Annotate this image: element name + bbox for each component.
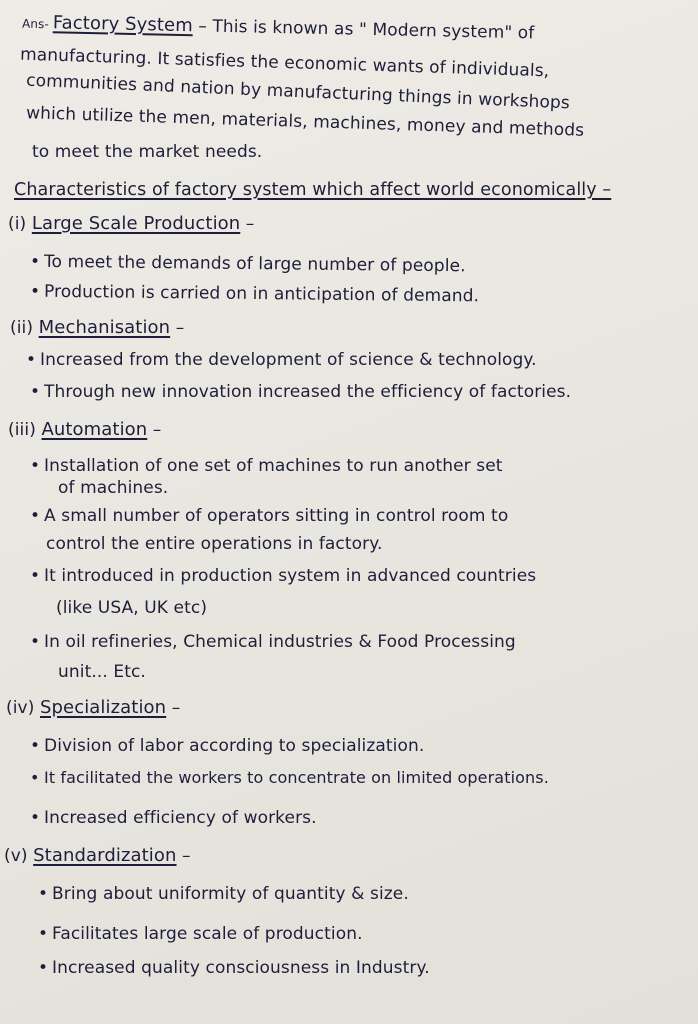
list-item [38, 924, 363, 944]
intro-line-4: which utilize the men, materials, machines, money and methods [25, 103, 585, 141]
section-title: Mechanisation [38, 317, 171, 338]
list-item [30, 506, 508, 526]
section-heading [4, 846, 191, 866]
list-item [30, 282, 479, 307]
list-item-text: Through new innovation increased the efficiency of factories. [44, 382, 572, 402]
list-item-text: Division of labor according to specialization. [44, 736, 425, 756]
bullet-icon: • [38, 924, 49, 944]
bullet-icon: • [30, 506, 41, 526]
list-item [30, 566, 536, 586]
list-item-text: Increased from the development of science & technology. [40, 350, 537, 370]
list-item [30, 456, 503, 476]
intro-line-5: to meet the market needs. [32, 142, 263, 162]
list-item-text: To meet the demands of large number of people. [43, 251, 466, 277]
main-heading: Characteristics of factory system which affect world economically – [14, 180, 612, 200]
section-suffix: – [170, 318, 185, 338]
list-item [26, 350, 537, 370]
list-item-text: Increased efficiency of workers. [44, 808, 317, 828]
intro-line-3: communities and nation by manufacturing things in workshops [25, 70, 571, 114]
list-item [30, 736, 424, 756]
intro-title: Factory System [52, 12, 194, 37]
section-title: Large Scale Production [31, 213, 241, 234]
bullet-icon: • [30, 456, 41, 476]
bullet-icon: • [30, 808, 41, 828]
list-item-text: A small number of operators sitting in control room to [44, 506, 509, 526]
intro-line-1-text: – This is known as " Modern system" of [192, 16, 535, 44]
bullet-icon: • [30, 632, 41, 652]
bullet-icon: • [30, 736, 41, 756]
list-item-text: Bring about uniformity of quantity & size. [52, 884, 409, 904]
bullet-icon: • [26, 350, 37, 370]
list-item [30, 808, 317, 828]
bullet-icon: • [30, 382, 41, 402]
list-item-text: Facilitates large scale of production. [52, 924, 363, 944]
list-item-text: It facilitated the workers to concentrate on limited operations. [44, 768, 549, 787]
bullet-icon: • [29, 251, 41, 272]
section-numeral: (ii) [10, 318, 34, 338]
section-suffix: – [176, 846, 191, 866]
list-item-continuation: unit... Etc. [58, 662, 146, 682]
bullet-icon: • [30, 566, 41, 586]
list-item [38, 884, 409, 904]
list-item-text: Installation of one set of machines to run another set [44, 456, 503, 476]
section-suffix: – [166, 698, 181, 718]
section-heading [10, 318, 184, 338]
intro-line-2: manufacturing. It satisfies the economic wants of individuals, [19, 44, 550, 82]
list-item [30, 252, 466, 277]
section-numeral: (i) [8, 214, 27, 234]
section-title: Specialization [39, 697, 167, 718]
answer-label: Ans- [21, 16, 49, 32]
section-numeral: (v) [4, 846, 28, 866]
section-numeral: (iii) [8, 420, 36, 440]
list-item-text: Production is carried on in anticipation of demand. [43, 281, 480, 307]
section-heading [6, 698, 180, 718]
list-item [38, 958, 430, 978]
bullet-icon: • [38, 884, 49, 904]
section-suffix: – [147, 420, 162, 440]
bullet-icon: • [30, 768, 40, 787]
list-item [30, 382, 571, 402]
list-item-continuation: control the entire operations in factory. [46, 534, 383, 554]
bullet-icon: • [29, 281, 41, 302]
section-numeral: (iv) [6, 698, 35, 718]
section-heading [8, 420, 161, 440]
list-item-continuation: (like USA, UK etc) [56, 598, 208, 618]
section-suffix: – [240, 214, 255, 234]
list-item-text: It introduced in production system in advanced countries [44, 566, 537, 586]
bullet-icon: • [38, 958, 49, 978]
section-title: Standardization [33, 845, 177, 866]
intro-line-1 [22, 13, 535, 45]
list-item-text: In oil refineries, Chemical industries & Food Processing [44, 632, 516, 652]
section-heading [8, 214, 254, 234]
section-title: Automation [41, 419, 148, 440]
list-item [30, 632, 516, 652]
list-item [30, 768, 549, 788]
list-item-continuation: of machines. [58, 478, 169, 498]
list-item-text: Increased quality consciousness in Industry. [52, 958, 430, 978]
